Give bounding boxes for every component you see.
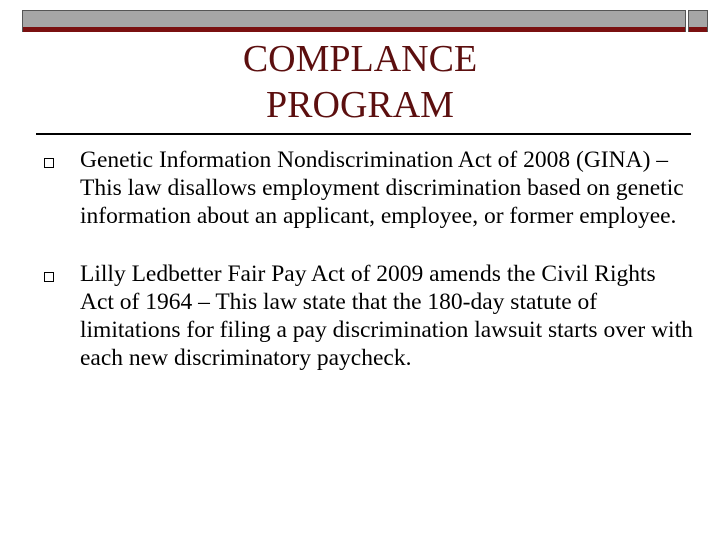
slide-title-line-2: PROGRAM bbox=[266, 84, 454, 126]
header-decorative-square bbox=[688, 10, 708, 32]
slide-title bbox=[60, 36, 660, 128]
bullet-item-ledbetter bbox=[44, 260, 694, 372]
bullet-text-ledbetter: Lilly Ledbetter Fair Pay Act of 2009 amends the Civil Rights Act of 1964 – This law state that the 180-day statute of limitations for filing a pay discrimination lawsuit starts over with each new discriminatory paycheck. bbox=[80, 261, 693, 371]
title-divider bbox=[36, 133, 691, 135]
hollow-square-bullet-icon bbox=[44, 272, 54, 282]
header-square-accent-stripe bbox=[689, 27, 707, 32]
bullet-text-gina: Genetic Information Nondiscrimination Act of 2008 (GINA) – This law disallows employment discrimination based on genetic information about an applicant, employee, or former employee. bbox=[80, 147, 684, 229]
hollow-square-bullet-icon bbox=[44, 158, 54, 168]
header-decorative-bar bbox=[22, 10, 686, 32]
bullet-list bbox=[44, 146, 694, 402]
bullet-item-gina bbox=[44, 146, 694, 230]
header-accent-stripe bbox=[23, 27, 685, 32]
slide-title-line-1: COMPLANCE bbox=[242, 38, 478, 80]
